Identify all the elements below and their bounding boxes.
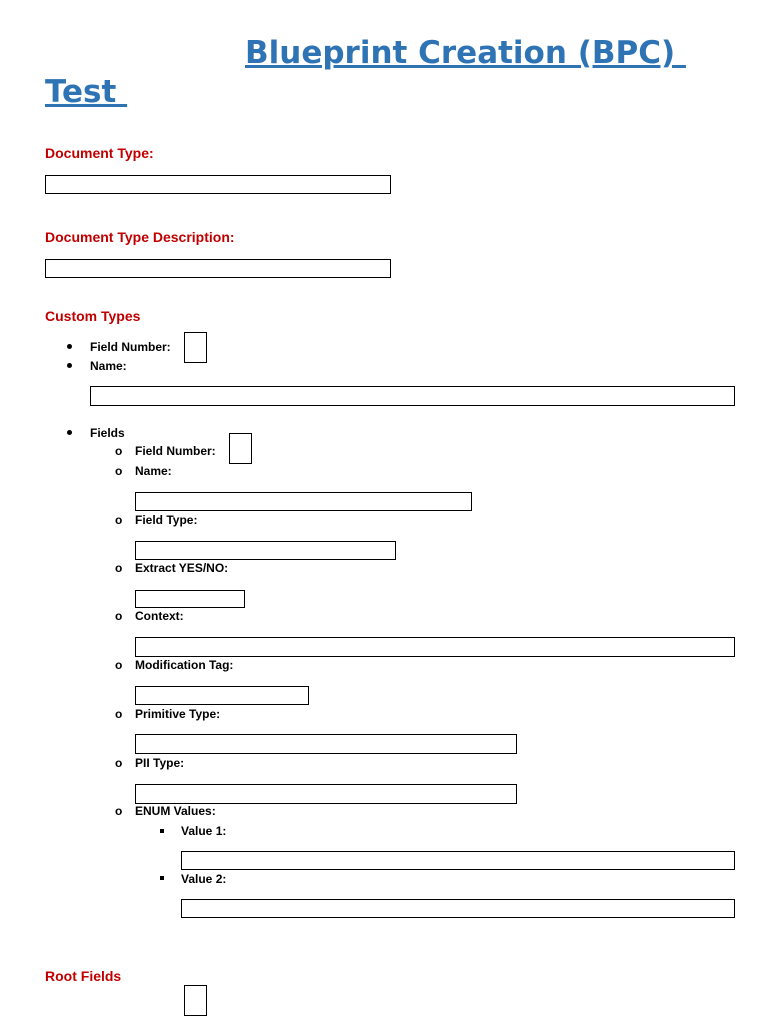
circle-bullet-icon: o: [115, 464, 123, 478]
field-name-label: Name:: [135, 464, 172, 478]
bullet-icon: [67, 430, 72, 435]
field-type-label: Field Type:: [135, 513, 198, 527]
enum-value1-field[interactable]: [181, 851, 735, 870]
custom-type-field-number-field[interactable]: [184, 332, 207, 363]
modification-tag-label: Modification Tag:: [135, 658, 234, 672]
custom-type-name-label: Name:: [90, 359, 127, 373]
modification-tag-field[interactable]: [135, 686, 309, 705]
document-type-heading: Document Type:: [45, 145, 154, 161]
document-title-line1: Blueprint Creation (BPC): [245, 35, 686, 71]
extract-field[interactable]: [135, 590, 245, 608]
bullet-icon: [67, 363, 72, 368]
field-type-field[interactable]: [135, 541, 396, 560]
field-number-field[interactable]: [229, 433, 252, 464]
document-title-line2: Test: [45, 74, 128, 110]
document-type-description-heading: Document Type Description:: [45, 229, 235, 245]
bullet-icon: [67, 344, 72, 349]
enum-values-label: ENUM Values:: [135, 804, 216, 818]
primitive-type-field[interactable]: [135, 734, 517, 754]
enum-value1-label: Value 1:: [181, 824, 227, 838]
document-type-field[interactable]: [45, 175, 391, 194]
primitive-type-label: Primitive Type:: [135, 707, 221, 721]
context-label: Context:: [135, 609, 184, 623]
root-fields-field[interactable]: [184, 985, 207, 1016]
circle-bullet-icon: o: [115, 513, 123, 527]
field-name-field[interactable]: [135, 492, 472, 511]
circle-bullet-icon: o: [115, 561, 123, 575]
square-bullet-icon: [160, 829, 164, 833]
circle-bullet-icon: o: [115, 444, 123, 458]
square-bullet-icon: [160, 876, 164, 880]
root-fields-heading: Root Fields: [45, 968, 122, 984]
field-number-label: Field Number:: [135, 444, 216, 458]
custom-type-field-number-label: Field Number:: [90, 340, 171, 354]
fields-label: Fields: [90, 426, 125, 440]
enum-value2-label: Value 2:: [181, 872, 227, 886]
custom-types-heading: Custom Types: [45, 308, 141, 324]
enum-value2-field[interactable]: [181, 899, 735, 918]
extract-label: Extract YES/NO:: [135, 561, 229, 575]
custom-type-name-field[interactable]: [90, 386, 735, 406]
pii-type-field[interactable]: [135, 784, 517, 804]
pii-type-label: PII Type:: [135, 756, 185, 770]
circle-bullet-icon: o: [115, 658, 123, 672]
circle-bullet-icon: o: [115, 804, 123, 818]
circle-bullet-icon: o: [115, 756, 123, 770]
document-type-description-field[interactable]: [45, 259, 391, 278]
context-field[interactable]: [135, 637, 735, 657]
circle-bullet-icon: o: [115, 609, 123, 623]
circle-bullet-icon: o: [115, 707, 123, 721]
